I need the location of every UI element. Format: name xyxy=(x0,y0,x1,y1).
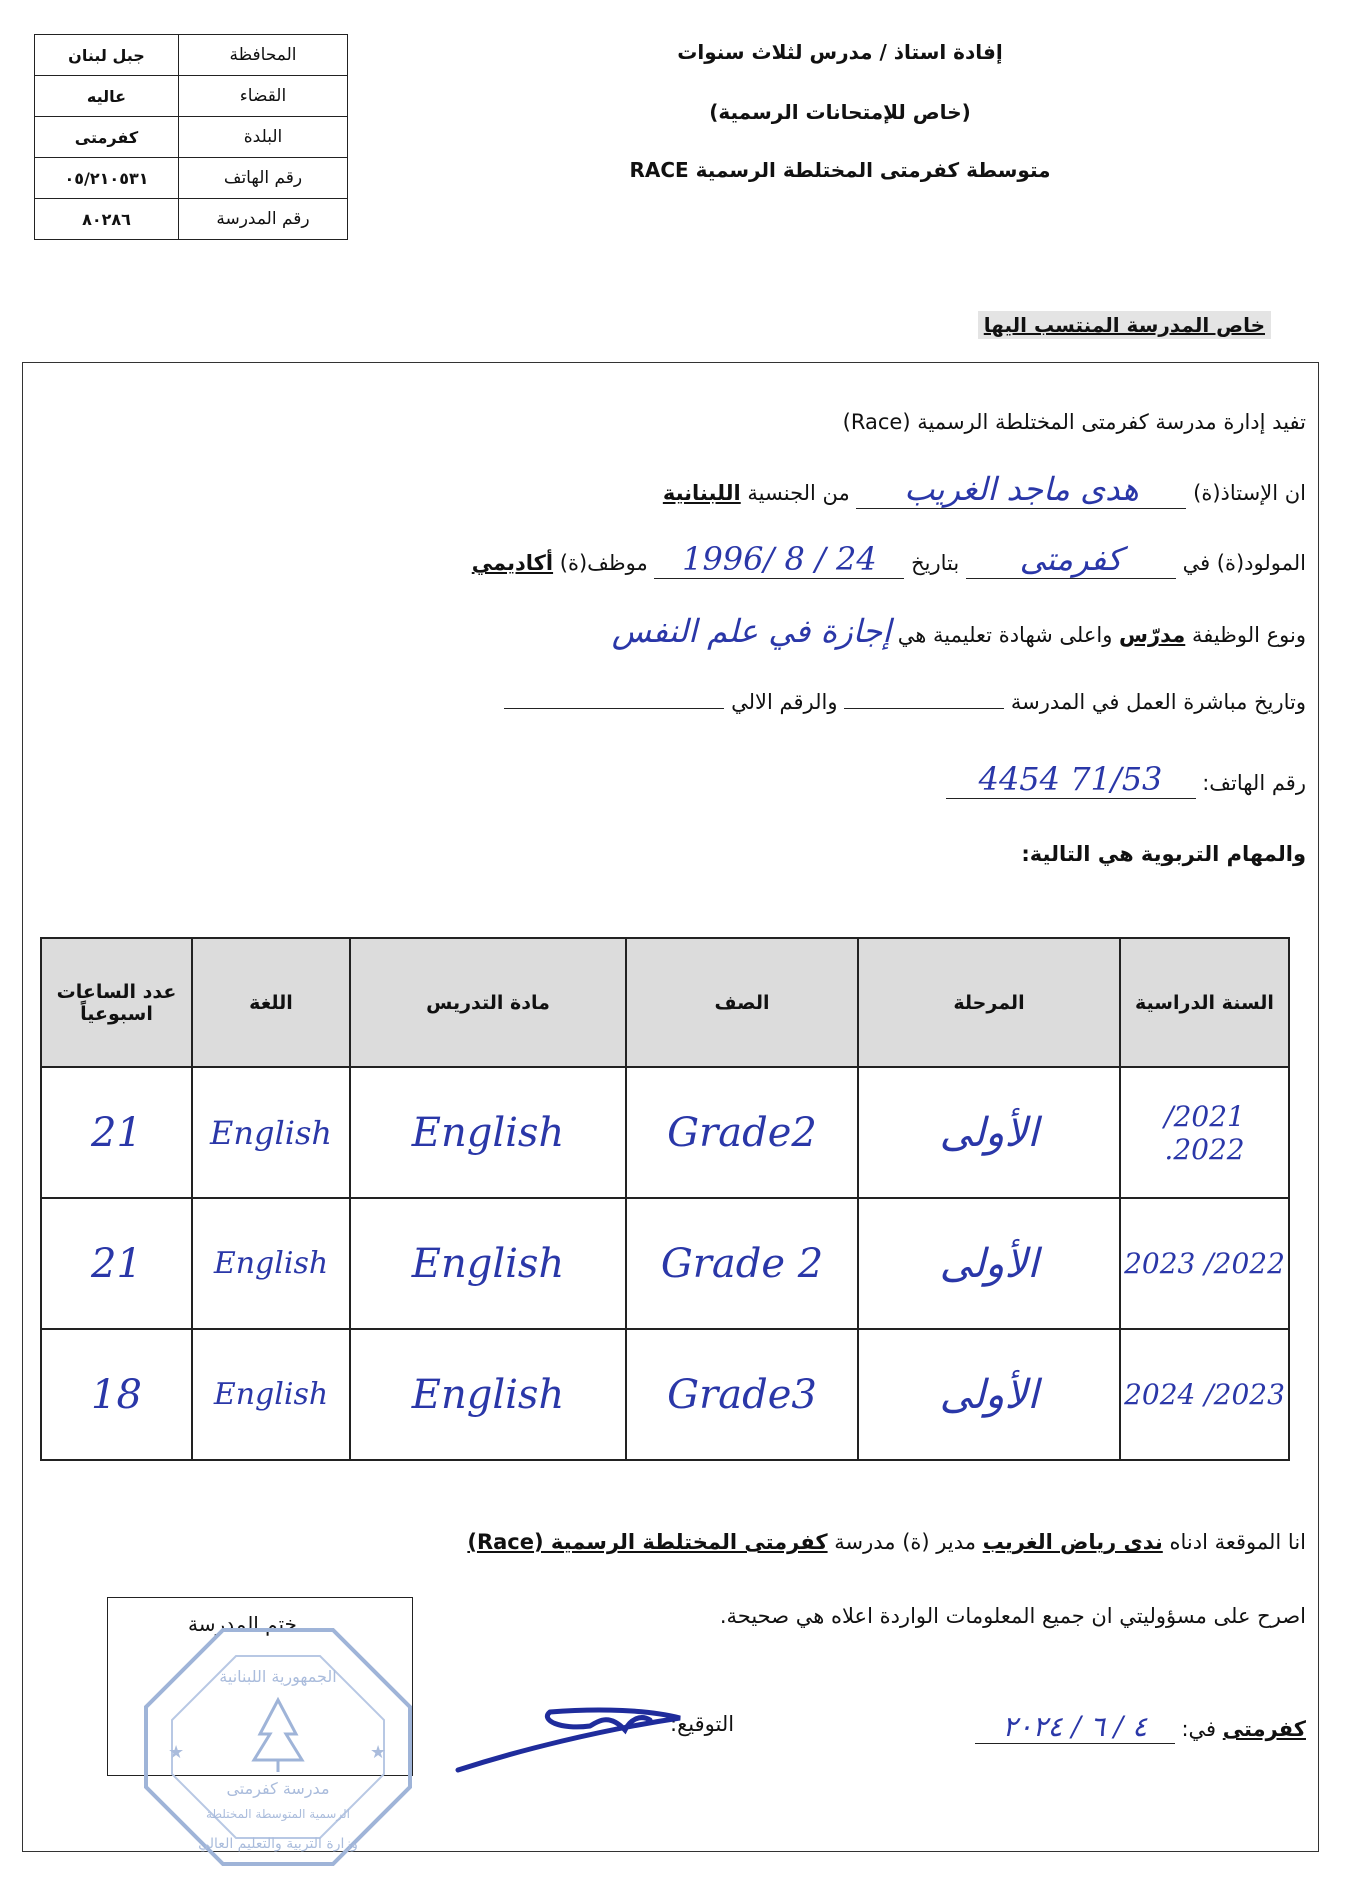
phone-field xyxy=(946,760,1196,799)
info-row xyxy=(35,117,348,158)
table-cell: 2021/ 2022. xyxy=(1120,1067,1289,1198)
info-label: البلدة xyxy=(179,117,348,158)
employee-type: أكاديمي xyxy=(471,551,554,575)
teacher-name-field xyxy=(856,470,1186,509)
confirm-line: اصرح على مسؤوليتي ان جميع المعلومات الواردة اعلاه هي صحيحة. xyxy=(719,1604,1306,1628)
phone-label: رقم الهاتف: xyxy=(1202,771,1306,795)
col-header: المرحلة xyxy=(858,938,1120,1067)
duties-label: والمهام التربوية هي التالية: xyxy=(1021,842,1306,866)
declaration-line xyxy=(467,1530,1306,1554)
director-name: ندى رياض الغريب xyxy=(982,1530,1163,1554)
stamp-text-top: الجمهورية اللبنانية xyxy=(219,1667,337,1686)
info-label: المحافظة xyxy=(179,35,348,76)
intro-line xyxy=(843,410,1306,434)
duties-table xyxy=(40,937,1290,1461)
start-label: وتاريخ مباشرة العمل في المدرسة xyxy=(1010,690,1306,714)
table-cell: English xyxy=(192,1329,350,1460)
doc-title: إفادة استاذ / مدرس لثلاث سنوات xyxy=(677,40,1003,64)
job-line xyxy=(612,612,1306,650)
intro-text: تفيد إدارة مدرسة كفرمتى المختلطة الرسمية (Race) xyxy=(842,410,1306,434)
decl-start: انا الموقعة ادناه xyxy=(1169,1530,1306,1554)
auto-label: والرقم الالي xyxy=(731,690,838,714)
in-label: في: xyxy=(1181,1717,1217,1741)
stamp-text-bottom: وزارة التربية والتعليم العالي xyxy=(198,1836,358,1852)
phone-line xyxy=(946,760,1307,799)
decl-mid: مدير (ة) مدرسة xyxy=(834,1530,976,1554)
signature-label: التوقيع: xyxy=(670,1712,735,1736)
table-cell: English xyxy=(192,1198,350,1329)
duties-header-row xyxy=(41,938,1289,1067)
sign-date-field xyxy=(975,1710,1175,1744)
info-row xyxy=(35,158,348,199)
table-cell: 2022/ 2023 xyxy=(1120,1198,1289,1329)
star-icon: ★ xyxy=(168,1742,185,1763)
table-cell: English xyxy=(350,1329,626,1460)
stamp-text-low: الرسمية المتوسطة المختلطة xyxy=(206,1807,350,1821)
job-label: ونوع الوظيفة xyxy=(1191,623,1306,647)
job-value: مدرّس xyxy=(1119,623,1186,647)
sign-date: ٤ / ٦ / ٢٠٢٤ xyxy=(1002,1710,1148,1743)
start-line xyxy=(504,690,1306,714)
employee-label: موظف(ة) xyxy=(559,551,648,575)
table-cell: 18 xyxy=(41,1329,192,1460)
school-title: متوسطة كفرمتى المختلطة الرسمية RACE xyxy=(629,158,1051,182)
col-header: اللغة xyxy=(192,938,350,1067)
star-icon: ★ xyxy=(370,1742,387,1763)
stamp-label: ختم المدرسة xyxy=(188,1612,297,1636)
col-header: عدد الساعات اسبوعياً xyxy=(41,938,192,1067)
table-row xyxy=(41,1198,1289,1329)
school-name: كفرمتى المختلطة الرسمية (Race) xyxy=(467,1530,828,1554)
info-value: كفرمتى xyxy=(35,117,179,158)
place-label: كفرمتى xyxy=(1222,1717,1306,1741)
birth-date-field xyxy=(654,540,904,579)
phone-value: 71/53 4454 xyxy=(978,760,1163,798)
teacher-label: ان الإستاذ(ة) xyxy=(1193,481,1306,505)
nationality-label: من الجنسية xyxy=(747,481,850,505)
birthplace-field xyxy=(966,540,1176,579)
table-cell: 21 xyxy=(41,1198,192,1329)
table-cell: English xyxy=(192,1067,350,1198)
place-date-line xyxy=(975,1710,1306,1744)
doc-subtitle: (خاص للإمتحانات الرسمية) xyxy=(709,100,971,124)
teacher-line xyxy=(663,470,1306,509)
nationality-value: اللبنانية xyxy=(662,481,741,505)
start-date-field xyxy=(844,708,1004,709)
table-cell: 2023/ 2024 xyxy=(1120,1329,1289,1460)
table-cell: الأولى xyxy=(858,1198,1120,1329)
birthplace: كفرمتى xyxy=(1019,540,1123,578)
auto-number-field xyxy=(504,708,724,709)
table-cell: English xyxy=(350,1067,626,1198)
section-heading: خاص المدرسة المنتسب اليها xyxy=(978,311,1271,339)
table-row xyxy=(41,1329,1289,1460)
teacher-name: هدى ماجد الغريب xyxy=(904,470,1139,508)
degree-value: إجازة في علم النفس xyxy=(611,612,892,650)
table-cell: Grade 2 xyxy=(626,1198,858,1329)
born-label: المولود(ة) في xyxy=(1182,551,1306,575)
birth-date: 24 / 8 /1996 xyxy=(682,540,877,578)
info-value: عاليه xyxy=(35,76,179,117)
table-cell: الأولى xyxy=(858,1329,1120,1460)
table-cell: 21 xyxy=(41,1067,192,1198)
table-cell: English xyxy=(350,1198,626,1329)
date-label: بتاريخ xyxy=(911,551,960,575)
info-row xyxy=(35,35,348,76)
degree-label: واعلى شهادة تعليمية هي xyxy=(897,623,1113,647)
info-row xyxy=(35,76,348,117)
table-cell: Grade3 xyxy=(626,1329,858,1460)
table-row xyxy=(41,1067,1289,1198)
info-label: رقم الهاتف xyxy=(179,158,348,199)
info-label: القضاء xyxy=(179,76,348,117)
stamp-text-mid: مدرسة كفرمتى xyxy=(226,1779,330,1798)
table-cell: Grade2 xyxy=(626,1067,858,1198)
info-value: ٨٠٢٨٦ xyxy=(35,199,179,240)
school-stamp-icon xyxy=(138,1622,418,1872)
info-value: جبل لبنان xyxy=(35,35,179,76)
table-cell: الأولى xyxy=(858,1067,1120,1198)
info-table xyxy=(34,34,348,240)
col-header: مادة التدريس xyxy=(350,938,626,1067)
info-row xyxy=(35,199,348,240)
birth-line xyxy=(472,540,1306,579)
col-header: الصف xyxy=(626,938,858,1067)
info-value: ٠٥/٢١٠٥٣١ xyxy=(35,158,179,199)
signature-scribble-icon xyxy=(450,1690,710,1780)
col-header: السنة الدراسية xyxy=(1120,938,1289,1067)
info-label: رقم المدرسة xyxy=(179,199,348,240)
